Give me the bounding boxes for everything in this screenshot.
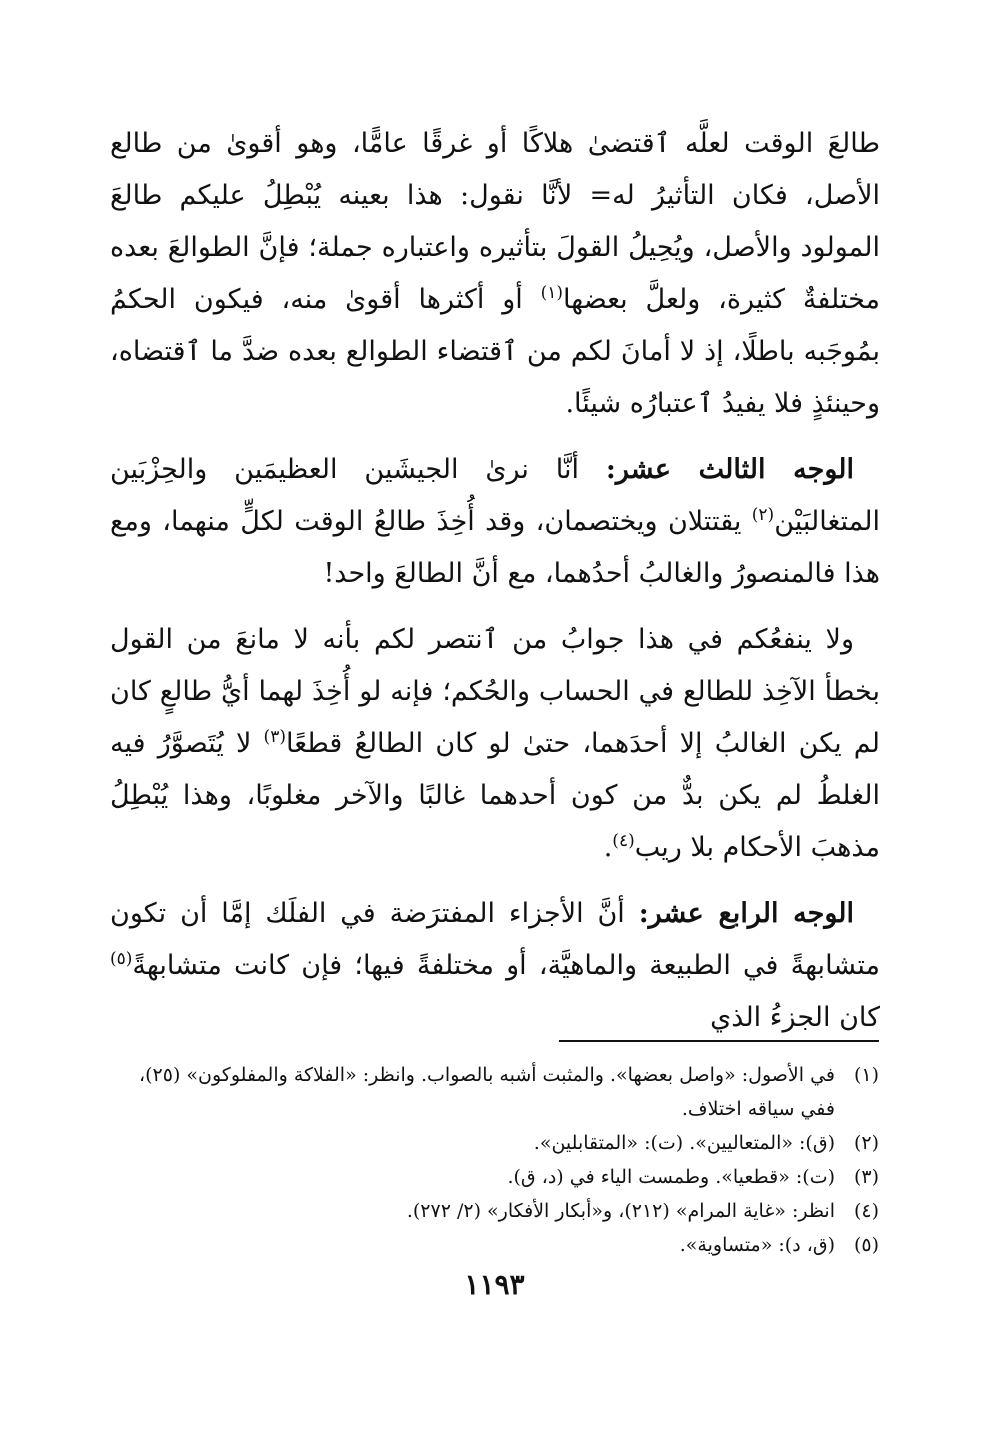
footnote-number: (٢): [853, 1132, 879, 1154]
main-text: [110, 118, 880, 1058]
footnote-2: [99, 1126, 879, 1160]
footnote-ref-1[interactable]: (١): [540, 283, 564, 303]
footnote-ref-5[interactable]: (٥): [110, 949, 133, 969]
paragraph-1: [110, 118, 880, 430]
footnote-number: (١): [853, 1064, 879, 1086]
footnote-text: (ق، د): «متساوية».: [679, 1234, 835, 1256]
footnotes-list: [99, 1058, 879, 1262]
paragraph-4-text: أنَّ الأجزاء المفترَضة في الفلَك إمَّا أن تكون متشابهةً في الطبيعة والماهيَّة، أو مختلفةً فيها؛ فإن كانت متشابهةً: [110, 898, 880, 981]
paragraph-1-text-continued: أو أكثرها أقوىٰ منه، فيكون الحكمُ بمُوجَبه باطلًا، إذ لا أمانَ لكم من ٱقتضاء الطوالع بعده ضدَّ ما ٱقتضاه، وحينئذٍ فلا يفيدُ ٱعتبارُه شيئًا.: [110, 284, 880, 419]
footnote-3: [99, 1160, 879, 1194]
footnote-ref-3[interactable]: (٣): [263, 727, 286, 747]
footnote-5: [99, 1228, 879, 1262]
footnote-ref-2[interactable]: (٢): [751, 505, 775, 525]
footnote-number: (٤): [853, 1200, 879, 1222]
paragraph-2: [110, 444, 880, 600]
footnote-text: (ت): «قطعيا». وطمست الياء في (د، ق).: [507, 1166, 835, 1188]
footnote-number: (٣): [853, 1166, 879, 1188]
footnote-4: [99, 1194, 879, 1228]
paragraph-2-text-continued: يقتتلان ويختصمان، وقد أُخِذَ طالعُ الوقت لكلٍّ منهما، ومع هذا فالمنصورُ والغالبُ أحدُهما، مع أنَّ الطالعَ واحد!: [110, 506, 880, 589]
section-heading-13: الوجه الثالث عشر:: [605, 454, 855, 485]
paragraph-3-text: ولا ينفعُكم في هذا جوابُ من ٱنتصر لكم بأنه لا مانعَ من القول بخطأ الآخِذ للطالع في الحساب والحُكم؛ فإنه لو أُخِذَ لهما أيُّ طالعٍ كان لم يكن الغالبُ إلا أحدَهما، حتىٰ لو كان الطالعُ قطعًا: [110, 624, 880, 759]
section-heading-14: الوجه الرابع عشر:: [638, 898, 854, 929]
footnote-separator: [559, 1040, 879, 1042]
paragraph-3-text-end: .: [603, 832, 613, 863]
footnote-number: (٥): [853, 1234, 879, 1256]
footnote-ref-4[interactable]: (٤): [612, 831, 635, 851]
footnote-1: [99, 1058, 879, 1126]
paragraph-3-text-continued: لا يُتَصوَّرُ فيه الغلطُ لم يكن بدٌّ من كون أحدهما غالبًا والآخر مغلوبًا، وهذا يُبْطِلُ مذهبَ الأحكام بلا ريب: [110, 728, 880, 863]
paragraph-4-text-continued: كان الجزءُ الذي: [710, 1002, 880, 1033]
footnote-text: (ق): «المتعاليين». (ت): «المتقابلين».: [533, 1132, 835, 1154]
paragraph-2-text: أنَّا نرىٰ الجيشَين العظيمَين والحِزْبَين المتغالبَيْن: [110, 454, 880, 537]
page-number: ١١٩٣: [464, 1268, 525, 1301]
paragraph-4: [110, 888, 880, 1044]
paragraph-3: [110, 614, 880, 874]
footnote-text: انظر: «غاية المرام» (٢١٢)، و«أبكار الأفكار» (٢/ ٢٧٢).: [406, 1200, 835, 1222]
footnote-text: في الأصول: «واصل بعضها». والمثبت أشبه بالصواب. وانظر: «الفلاكة والمفلوكون» (٢٥)، ففي سياقه اختلاف.: [138, 1064, 835, 1120]
paragraph-1-text: طالعَ الوقت لعلَّه ٱقتضىٰ هلاكًا أو غرقًا عامًّا، وهو أقوىٰ من طالع الأصل، فكان التأثيرُ له= لأنَّا نقول: هذا بعينه يُبْطِلُ عليكم طالعَ المولود والأصل، ويُحِيلُ القولَ بتأثيره واعتباره جملة؛ فإنَّ الطوالعَ بعده مختلفةٌ كثيرة، ولعلَّ بعضها: [110, 128, 880, 315]
